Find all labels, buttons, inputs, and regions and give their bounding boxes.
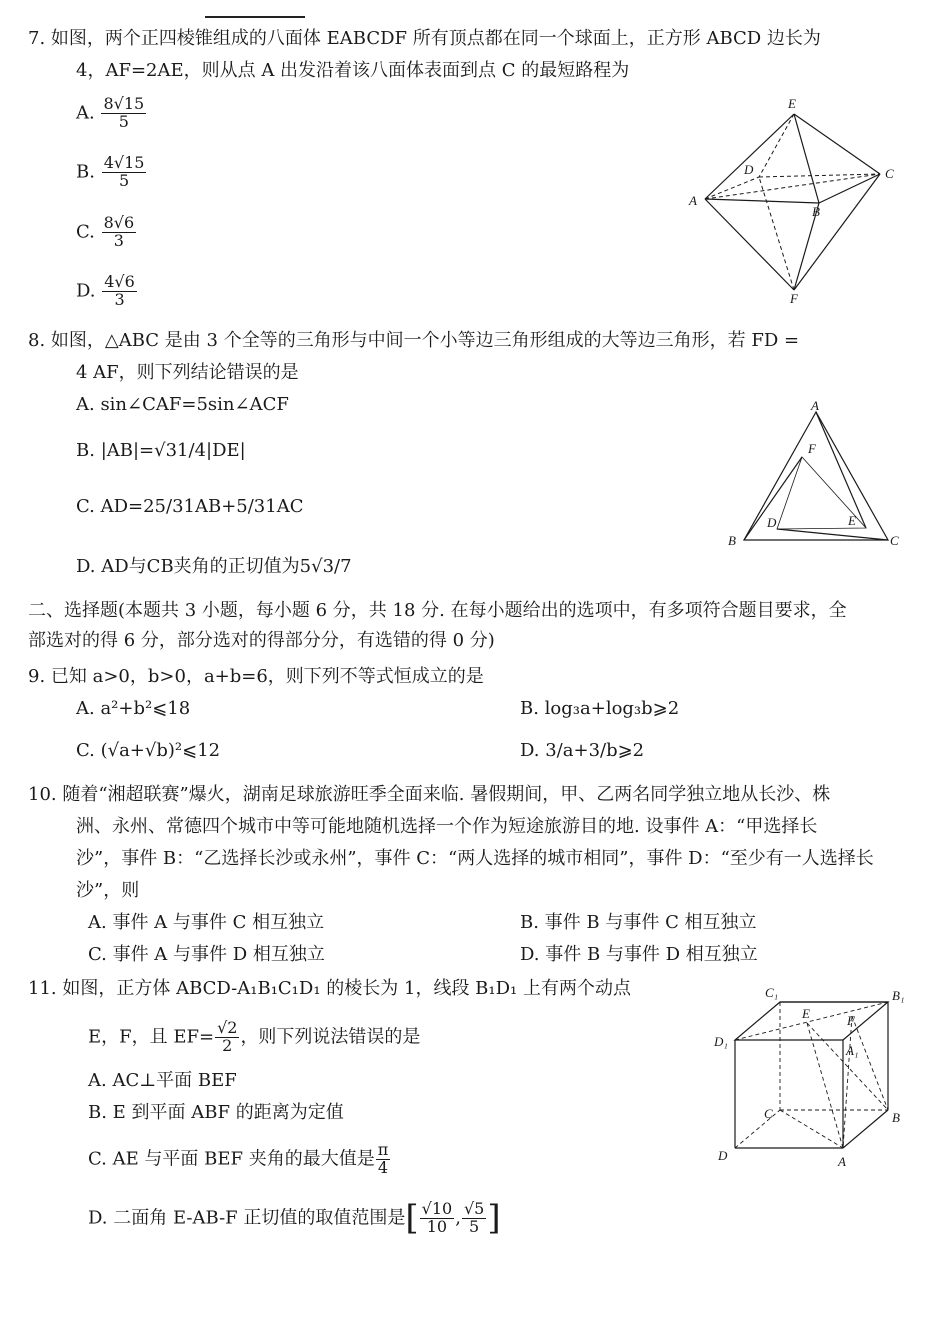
q10-stem-line1: 10. 随着“湘超联赛”爆火，湖南足球旅游旺季全面来临. 暑假期间，甲、乙两名同学独立地从长沙、株 — [28, 784, 831, 805]
q11-label-d1: D₁ — [714, 1034, 728, 1049]
q9-option-c[interactable]: C. (√a+√b)²⩽12 — [76, 740, 221, 761]
right-bracket: ] — [487, 1198, 501, 1238]
q8-label-c: C — [890, 533, 899, 548]
fraction: $\frac{√5}{5}$ — [463, 1199, 485, 1236]
q11-label-d: D — [718, 1148, 728, 1163]
section-2-header-line2: 部选对的得 6 分，部分选对的得部分分，有选错的得 0 分) — [28, 630, 495, 651]
option-label: B. — [76, 440, 95, 461]
q8-label-e: E — [848, 513, 856, 528]
q8-stem-line2: 4 AF，则下列结论错误的是 — [76, 362, 299, 383]
option-fraction: $\frac{4√6}{3}$ — [104, 272, 135, 309]
q7-label-e: E — [788, 96, 796, 111]
q7-label-a: A — [689, 193, 697, 208]
q10-option-a[interactable]: A. 事件 A 与事件 C 相互独立 — [88, 912, 325, 933]
option-label: B. — [76, 161, 95, 183]
q11-option-c[interactable]: C. AE 与平面 BEF 夹角的最大值是 $\frac{\pi}{4}$ — [88, 1140, 389, 1177]
option-fraction: $\frac{8√6}{3}$ — [103, 213, 135, 250]
q7-option-a[interactable] — [76, 96, 147, 131]
option-label: A. — [76, 102, 95, 124]
q11-option-a[interactable]: A. AC⊥平面 BEF — [88, 1070, 237, 1091]
option-text: |AB|=√31/4|DE| — [100, 440, 246, 461]
q11-option-b[interactable]: B. E 到平面 ABF 的距离为定值 — [88, 1102, 344, 1123]
q11-cube-figure — [710, 980, 930, 1175]
q8-label-a: A — [811, 398, 819, 413]
q11-label-a1: A₁ — [846, 1043, 859, 1058]
q10-stem-line3: 沙”，事件 B：“乙选择长沙或永州”，事件 C：“两人选择的城市相同”，事件 D：“至少有一人选择长 — [76, 848, 874, 869]
q8-triangle-figure — [722, 398, 912, 553]
q10-option-b[interactable]: B. 事件 B 与事件 C 相互独立 — [520, 912, 757, 933]
q11-label-b1: B₁ — [892, 988, 905, 1003]
q8-option-b[interactable] — [76, 440, 246, 462]
q10-stem-line2: 洲、永州、常德四个城市中等可能地随机选择一个作为短途旅游目的地. 设事件 A：“甲选择长 — [76, 816, 818, 837]
q11-label-f: F — [847, 1013, 855, 1028]
q10-option-c[interactable]: C. 事件 A 与事件 D 相互独立 — [88, 944, 325, 965]
q9-option-a[interactable]: A. a²+b²⩽18 — [76, 698, 191, 719]
option-fraction: $\frac{8√15}{5}$ — [103, 94, 145, 131]
q11-label-c: C — [764, 1106, 773, 1121]
q9-option-d[interactable]: D. 3/a+3/b⩾2 — [520, 740, 645, 761]
q8-option-a[interactable]: A. sin∠CAF=5sin∠ACF — [76, 394, 289, 415]
q7-option-d[interactable] — [76, 274, 138, 309]
top-rule — [205, 16, 305, 18]
fraction: $\frac{√10}{10}$ — [421, 1199, 453, 1236]
fraction: $\frac{√2}{2}$ — [217, 1018, 238, 1055]
fraction: $\frac{\pi}{4}$ — [377, 1140, 389, 1177]
q10-option-d[interactable]: D. 事件 B 与事件 D 相互独立 — [520, 944, 758, 965]
option-label: D. — [76, 556, 96, 577]
q7-stem-line2: 4，AF=2AE，则从点 A 出发沿着该八面体表面到点 C 的最短路程为 — [76, 60, 630, 81]
q7-octahedron-figure — [680, 92, 910, 307]
q11-label-a: A — [838, 1154, 846, 1169]
q7-label-d: D — [744, 162, 754, 177]
q11-stem-line2: E，F，且 EF= $\frac{√2}{2}$ ，则下列说法错误的是 — [88, 1018, 421, 1055]
q8-option-d[interactable] — [76, 556, 352, 578]
option-text: AD=25/31AB+5/31AC — [100, 496, 304, 517]
left-bracket: [ — [405, 1198, 419, 1238]
q11-label-b: B — [892, 1110, 900, 1125]
q8-label-f: F — [808, 441, 816, 456]
option-fraction: $\frac{4√15}{5}$ — [103, 153, 145, 190]
q9-stem: 9. 已知 a>0，b>0，a+b=6，则下列不等式恒成立的是 — [28, 666, 484, 687]
q10-stem-line4: 沙”，则 — [76, 880, 140, 901]
q8-label-b: B — [728, 533, 736, 548]
option-label: C. — [76, 221, 95, 243]
q8-label-d: D — [767, 515, 777, 530]
option-text: AD与CB夹角的正切值为5√3/7 — [101, 556, 352, 577]
q7-label-c: C — [885, 166, 894, 181]
q7-label-b: B — [812, 204, 820, 219]
section-2-header-line1: 二、选择题(本题共 3 小题，每小题 6 分，共 18 分. 在每小题给出的选项中，有多项符合题目要求，全 — [28, 600, 847, 621]
q7-stem-line1: 7. 如图，两个正四棱锥组成的八面体 EABCDF 所有顶点都在同一个球面上，正方形 ABCD 边长为 — [28, 28, 821, 49]
q7-option-b[interactable] — [76, 155, 147, 190]
q8-option-c[interactable] — [76, 496, 303, 518]
option-label: D. — [76, 280, 96, 302]
q11-label-c1: C₁ — [765, 985, 779, 1000]
q8-stem-line1: 8. 如图，△ABC 是由 3 个全等的三角形与中间一个小等边三角形组成的大等边三角形，若 FD = — [28, 330, 800, 351]
q11-option-d[interactable]: D. 二面角 E-AB-F 正切值的取值范围是[ $\frac{√10}{10}$ , $\frac{√5}{5}$ ] — [88, 1198, 501, 1238]
q7-option-c[interactable] — [76, 215, 137, 250]
q7-label-f: F — [790, 291, 798, 306]
q9-option-b[interactable]: B. log₃a+log₃b⩾2 — [520, 698, 680, 719]
option-label: C. — [76, 496, 95, 517]
q11-stem-line1: 11. 如图，正方体 ABCD-A₁B₁C₁D₁ 的棱长为 1，线段 B₁D₁ 上有两个动点 — [28, 978, 631, 999]
q11-label-e: E — [802, 1006, 810, 1021]
